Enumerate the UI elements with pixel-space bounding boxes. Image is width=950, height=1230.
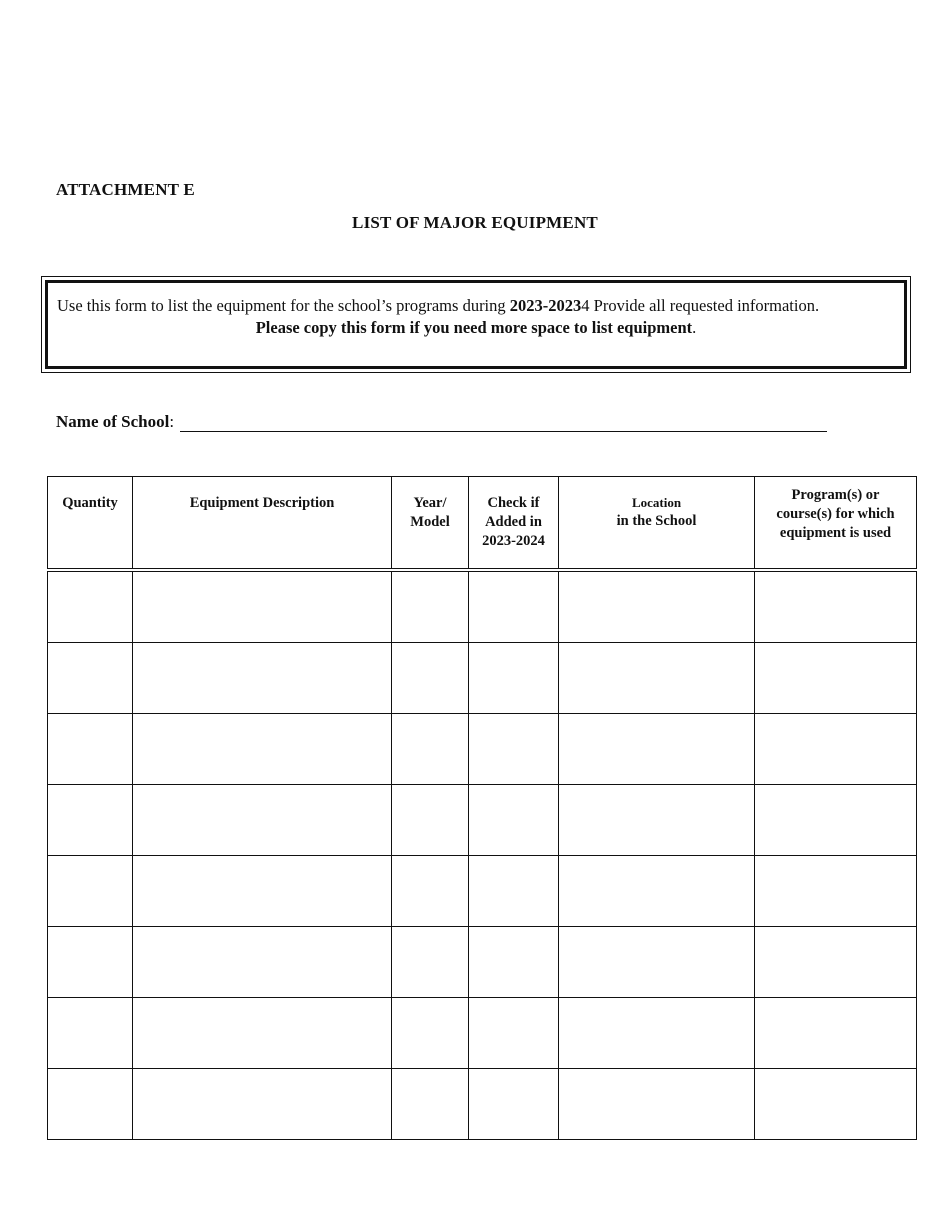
cell-location[interactable]: [559, 713, 755, 784]
school-name-row: [56, 412, 827, 432]
header-program: [755, 477, 917, 570]
copy-instruction-period: .: [692, 318, 697, 337]
table-body: [48, 570, 917, 1140]
cell-location[interactable]: [559, 570, 755, 643]
cell-check-added[interactable]: [469, 784, 559, 855]
cell-year-model[interactable]: [392, 713, 469, 784]
copy-instruction: [57, 317, 895, 338]
copy-instruction-text: Please copy this form if you need more space to list equipment: [255, 318, 693, 337]
equipment-table: [47, 476, 917, 1140]
table-row: [48, 926, 917, 997]
table-row: [48, 713, 917, 784]
cell-check-added[interactable]: [469, 713, 559, 784]
cell-year-model[interactable]: [392, 570, 469, 643]
cell-year-model[interactable]: [392, 784, 469, 855]
cell-description[interactable]: [133, 642, 392, 713]
cell-location[interactable]: [559, 784, 755, 855]
cell-description[interactable]: [133, 997, 392, 1068]
cell-check-added[interactable]: [469, 997, 559, 1068]
cell-location[interactable]: [559, 926, 755, 997]
page-title: LIST OF MAJOR EQUIPMENT: [352, 213, 598, 232]
cell-program[interactable]: [755, 642, 917, 713]
cell-location[interactable]: [559, 997, 755, 1068]
table-row: [48, 997, 917, 1068]
instructions-suffix: 4 Provide all requested information.: [581, 296, 820, 315]
instructions-prefix: Use this form to list the equipment for the school’s programs during: [57, 296, 510, 315]
cell-check-added[interactable]: [469, 642, 559, 713]
table-row: [48, 642, 917, 713]
header-year-line1: Year/: [413, 495, 447, 511]
cell-year-model[interactable]: [392, 926, 469, 997]
cell-description[interactable]: [133, 570, 392, 643]
header-check-line1: Check if: [487, 495, 540, 511]
header-check-line2: Added in: [485, 514, 542, 530]
cell-program[interactable]: [755, 926, 917, 997]
cell-program[interactable]: [755, 1068, 917, 1139]
cell-program[interactable]: [755, 784, 917, 855]
instructions-box: [41, 276, 911, 373]
header-check-added: [469, 477, 559, 570]
table-header-row: [48, 477, 917, 570]
instructions-text: [57, 295, 895, 316]
cell-description[interactable]: [133, 855, 392, 926]
school-name-colon: :: [169, 412, 175, 431]
header-location-big: in the School: [616, 513, 697, 529]
cell-quantity[interactable]: [48, 570, 133, 643]
attachment-label: ATTACHMENT E: [56, 180, 195, 199]
table-row: [48, 1068, 917, 1139]
cell-quantity[interactable]: [48, 784, 133, 855]
instructions-year: 2023-2023: [509, 296, 582, 315]
table-row: [48, 784, 917, 855]
cell-check-added[interactable]: [469, 926, 559, 997]
cell-location[interactable]: [559, 855, 755, 926]
header-quantity: Quantity: [48, 477, 133, 570]
header-program-line1: Program(s) or: [791, 487, 880, 503]
header-program-line2: course(s) for which: [776, 506, 895, 522]
header-year-model: [392, 477, 469, 570]
cell-year-model[interactable]: [392, 855, 469, 926]
cell-location[interactable]: [559, 642, 755, 713]
cell-quantity[interactable]: [48, 642, 133, 713]
header-program-line3: equipment is used: [779, 525, 892, 541]
cell-quantity[interactable]: [48, 926, 133, 997]
cell-year-model[interactable]: [392, 642, 469, 713]
cell-description[interactable]: [133, 784, 392, 855]
cell-check-added[interactable]: [469, 570, 559, 643]
table-row: [48, 570, 917, 643]
header-year-line2: Model: [410, 514, 450, 530]
cell-year-model[interactable]: [392, 1068, 469, 1139]
header-check-line3: 2023-2024: [482, 533, 545, 549]
cell-program[interactable]: [755, 997, 917, 1068]
cell-description[interactable]: [133, 926, 392, 997]
cell-program[interactable]: [755, 570, 917, 643]
cell-quantity[interactable]: [48, 855, 133, 926]
cell-quantity[interactable]: [48, 713, 133, 784]
cell-year-model[interactable]: [392, 997, 469, 1068]
cell-check-added[interactable]: [469, 1068, 559, 1139]
cell-description[interactable]: [133, 1068, 392, 1139]
cell-description[interactable]: [133, 713, 392, 784]
cell-quantity[interactable]: [48, 997, 133, 1068]
header-location: [559, 477, 755, 570]
header-location-small: Location: [631, 495, 682, 510]
school-name-label: Name of School: [56, 412, 170, 431]
instructions-inner: [45, 280, 907, 369]
table-row: [48, 855, 917, 926]
cell-program[interactable]: [755, 855, 917, 926]
cell-check-added[interactable]: [469, 855, 559, 926]
header-description: Equipment Description: [133, 477, 392, 570]
cell-location[interactable]: [559, 1068, 755, 1139]
school-name-field[interactable]: [180, 412, 827, 432]
cell-quantity[interactable]: [48, 1068, 133, 1139]
cell-program[interactable]: [755, 713, 917, 784]
